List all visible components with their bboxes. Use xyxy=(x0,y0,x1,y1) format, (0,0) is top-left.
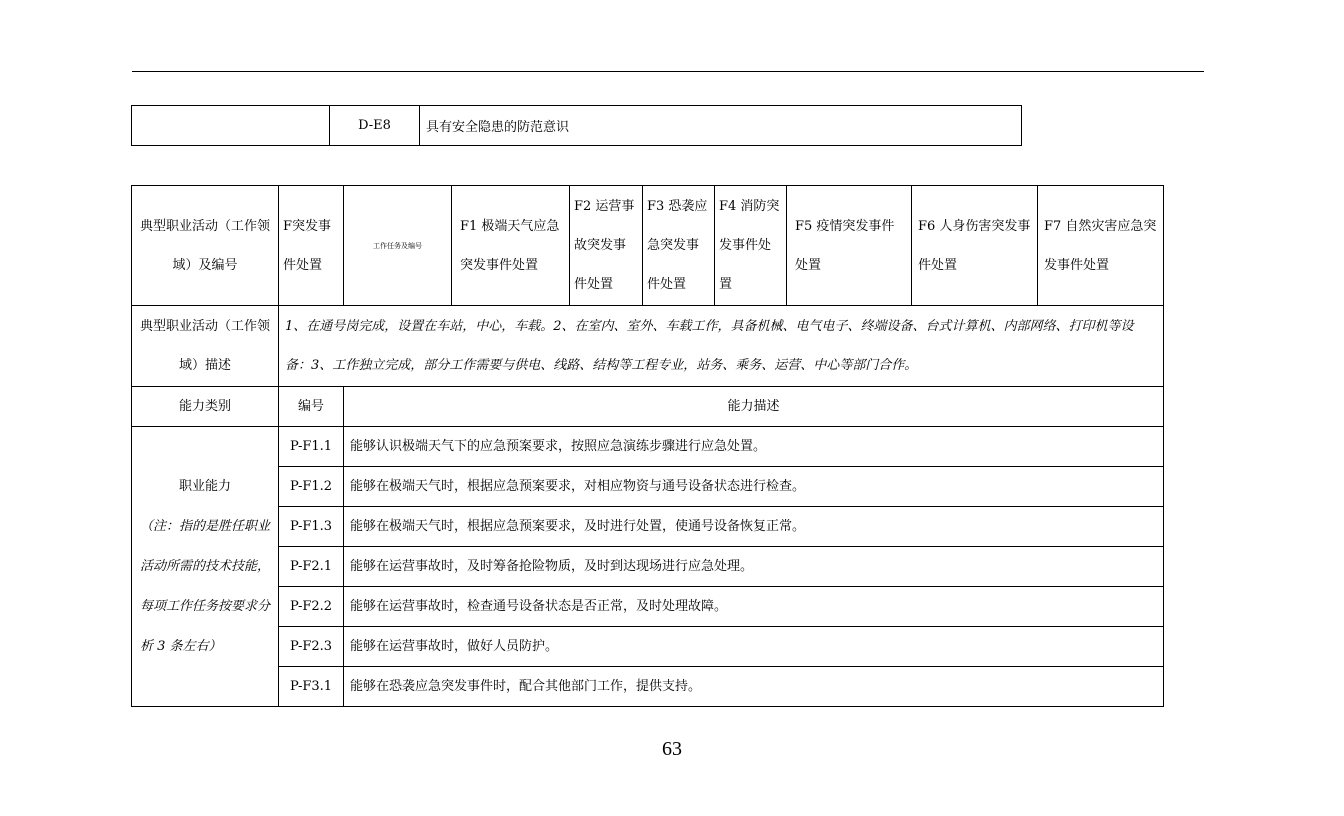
ability-header-row xyxy=(132,387,1164,427)
page-number: 63 xyxy=(662,738,682,760)
ability-code: P-F2.3 xyxy=(279,627,344,667)
ability-text: 能够在极端天气时，根据应急预案要求，对相应物资与通号设备状态进行检查。 xyxy=(344,467,1164,507)
code-cell: D-E8 xyxy=(330,106,420,146)
f5-cell: F5 疫情突发事件处置 xyxy=(787,186,912,306)
ability-code: P-F1.1 xyxy=(279,427,344,467)
ability-code: P-F2.2 xyxy=(279,587,344,627)
f2-cell: F2 运营事故突发事件处置 xyxy=(570,186,643,306)
f3-cell: F3 恐袭应急突发事件处置 xyxy=(643,186,715,306)
description-text: 1、在通号岗完成，设置在车站，中心，车载。2、在室内、室外、车载工作，具备机械、电气电子、终端设备、台式计算机、内部网络、打印机等设备：3、工作独立完成，部分工作需要与供电、线路、结构等工程专业，站务、乘务、运营、中心等部门合作。 xyxy=(279,306,1164,387)
ability-code-header: 编号 xyxy=(279,387,344,427)
f4-cell: F4 消防突发事件处置 xyxy=(715,186,787,306)
table-row xyxy=(132,667,1164,707)
header-row xyxy=(132,186,1164,306)
ability-code: P-F1.3 xyxy=(279,507,344,547)
table-row xyxy=(132,467,1164,507)
table-row xyxy=(132,507,1164,547)
ability-text: 能够在运营事故时，检查通号设备状态是否正常，及时处理故障。 xyxy=(344,587,1164,627)
f6-cell: F6 人身伤害突发事件处置 xyxy=(912,186,1038,306)
ability-code: P-F3.1 xyxy=(279,667,344,707)
f-label: F突发事件处置 xyxy=(279,186,344,306)
ability-code: P-F2.1 xyxy=(279,547,344,587)
top-table xyxy=(131,105,1022,146)
header-rule xyxy=(132,71,1204,72)
ability-description-header: 能力描述 xyxy=(344,387,1164,427)
task-label: 工作任务及编号 xyxy=(344,186,452,306)
table-row xyxy=(132,627,1164,667)
empty-cell xyxy=(132,106,330,146)
vocational-title: 职业能力 xyxy=(178,478,231,494)
ability-text: 能够在运营事故时，做好人员防护。 xyxy=(344,627,1164,667)
main-table xyxy=(131,185,1164,707)
description-label: 典型职业活动（工作领域）描述 xyxy=(132,306,279,387)
vocational-note: （注：指的是胜任职业活动所需的技术技能，每项工作任务按要求分析 3 条左右） xyxy=(140,518,271,654)
table-row xyxy=(132,106,1022,146)
ability-text: 能够在运营事故时，及时筹备抢险物质，及时到达现场进行应急处理。 xyxy=(344,547,1164,587)
activity-label: 典型职业活动（工作领域）及编号 xyxy=(132,186,279,306)
description-row xyxy=(132,306,1164,387)
ability-category-header: 能力类别 xyxy=(132,387,279,427)
ability-text: 能够认识极端天气下的应急预案要求，按照应急演练步骤进行应急处置。 xyxy=(344,427,1164,467)
vocational-ability-cell xyxy=(132,427,279,707)
description-cell: 具有安全隐患的防范意识 xyxy=(420,106,1022,146)
ability-text: 能够在极端天气时，根据应急预案要求，及时进行处置，使通号设备恢复正常。 xyxy=(344,507,1164,547)
ability-code: P-F1.2 xyxy=(279,467,344,507)
table-row xyxy=(132,427,1164,467)
table-row xyxy=(132,587,1164,627)
f7-cell: F7 自然灾害应急突发事件处置 xyxy=(1038,186,1164,306)
f1-cell: F1 极端天气应急突发事件处置 xyxy=(452,186,570,306)
ability-text: 能够在恐袭应急突发事件时，配合其他部门工作，提供支持。 xyxy=(344,667,1164,707)
table-row xyxy=(132,547,1164,587)
